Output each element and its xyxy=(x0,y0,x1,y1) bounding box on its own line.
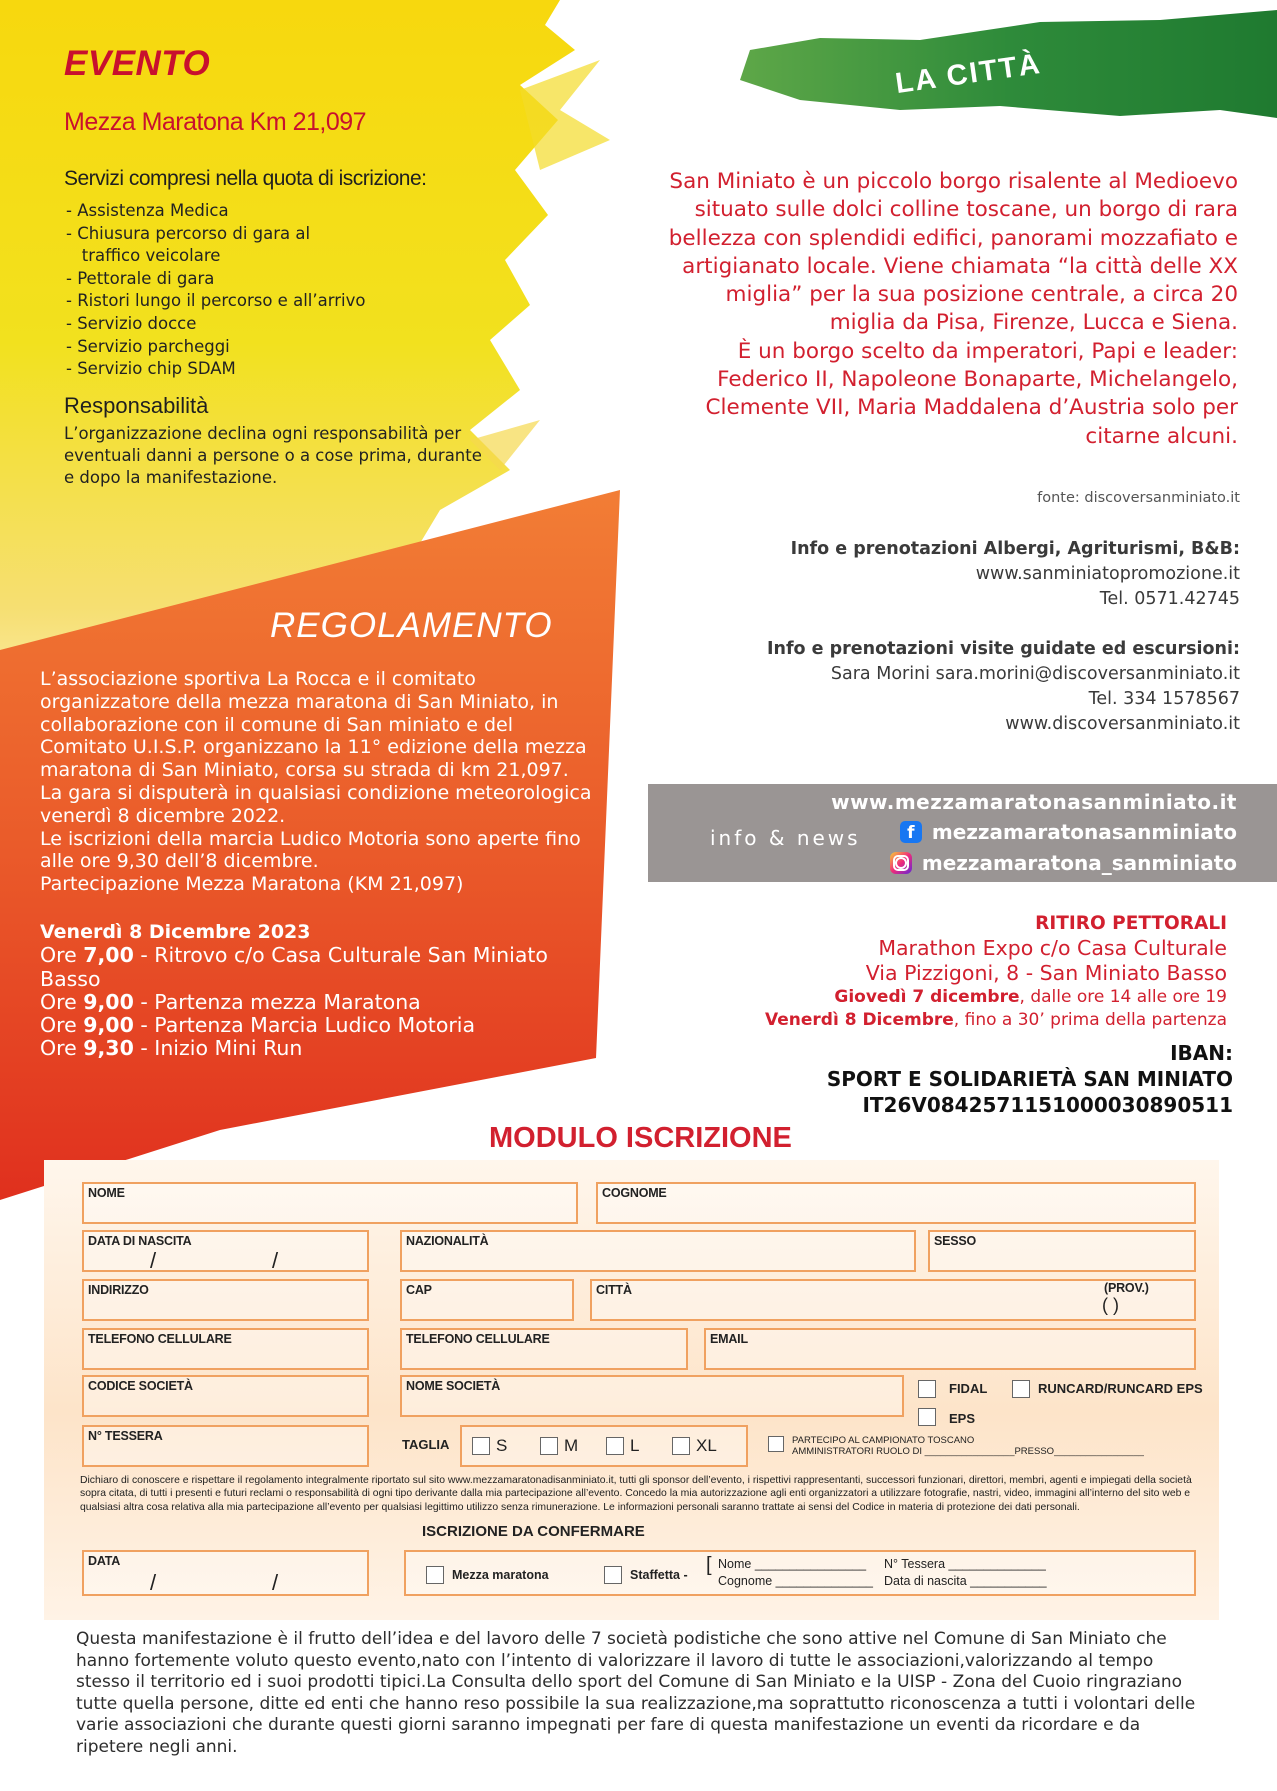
info-alberghi-site-link[interactable]: www.sanminiatopromozione.it xyxy=(975,564,1240,584)
field-label: NOME xyxy=(88,1186,125,1200)
prov-input[interactable]: ( ) xyxy=(1102,1295,1119,1315)
list-item: - Pettorale di gara xyxy=(66,268,215,288)
citta-description xyxy=(660,168,1238,451)
info-alberghi xyxy=(791,537,1240,612)
schedule xyxy=(40,921,600,1061)
schedule-item xyxy=(40,1014,600,1037)
schedule-item xyxy=(40,944,600,991)
schedule-desc: - Ritrovo c/o Casa Culturale San Miniato Basso xyxy=(40,943,548,991)
info-alberghi-phone: Tel. 0571.42745 xyxy=(1099,589,1240,609)
schedule-prefix: Ore xyxy=(40,989,84,1014)
regolamento-title: REGOLAMENTO xyxy=(270,606,553,645)
runcard-label: RUNCARD/RUNCARD EPS xyxy=(1038,1381,1203,1396)
info-visite xyxy=(767,637,1240,737)
date-separator: / xyxy=(272,1248,279,1273)
list-item: - Assistenza Medica xyxy=(66,201,229,220)
field-label: NAZIONALITÀ xyxy=(406,1234,489,1248)
size-s-checkbox[interactable] xyxy=(472,1437,490,1455)
field-label: CITTÀ xyxy=(596,1283,632,1297)
data-nascita-field[interactable] xyxy=(82,1230,369,1272)
runcard-checkbox[interactable] xyxy=(1012,1380,1030,1398)
servizi-title: Servizi compresi nella quota di iscrizione: xyxy=(64,167,427,190)
ritiro-line: Via Pizzigoni, 8 - San Miniato Basso xyxy=(865,961,1227,985)
taglia-label: TAGLIA xyxy=(402,1437,450,1452)
email-field[interactable] xyxy=(704,1328,1196,1370)
regolamento-paragraph: Le iscrizioni della marcia Ludico Motoria sono aperte fino alle ore 9,30 dell’8 dicembre. xyxy=(40,827,581,873)
iscrizione-confermare-box xyxy=(404,1550,1196,1596)
responsabilita-text: L’organizzazione declina ogni responsabilità per eventuali danni a persone o a cose prima, durante e dopo la manifestazione. xyxy=(64,424,482,487)
campionato-checkbox[interactable] xyxy=(768,1436,784,1452)
ritiro-line: Marathon Expo c/o Casa Culturale xyxy=(878,936,1227,960)
modulo-title: MODULO ISCRIZIONE xyxy=(489,1122,792,1154)
staffetta-checkbox[interactable] xyxy=(604,1566,622,1584)
field-label: TELEFONO CELLULARE xyxy=(88,1332,232,1346)
data-field[interactable] xyxy=(82,1550,369,1596)
field-label: INDIRIZZO xyxy=(88,1283,149,1297)
eps-checkbox[interactable] xyxy=(918,1408,936,1426)
schedule-time: 9,00 xyxy=(83,1013,134,1038)
evento-subtitle: Mezza Maratona Km 21,097 xyxy=(64,108,367,136)
info-visite-site-link[interactable]: www.discoversanminiato.it xyxy=(1005,714,1240,734)
mezza-maratona-checkbox[interactable] xyxy=(426,1566,444,1584)
fonte-credit: fonte: discoversanminiato.it xyxy=(1037,490,1240,506)
ritiro-day-label: Venerdì 8 Dicembre xyxy=(765,1010,954,1030)
nome-societa-field[interactable] xyxy=(400,1375,904,1417)
staffetta-nome[interactable]: Nome ________________ xyxy=(718,1557,867,1571)
field-label: DATA xyxy=(88,1554,121,1568)
schedule-desc: - Partenza Marcia Ludico Motoria xyxy=(133,1013,476,1038)
facebook-handle: mezzamaratonasanminiato xyxy=(931,820,1237,844)
prov-label: (PROV.) xyxy=(1104,1281,1149,1295)
citta-field[interactable] xyxy=(590,1279,1196,1321)
list-item: - Servizio docce xyxy=(66,313,197,333)
evento-title: EVENTO xyxy=(64,44,211,83)
news-facebook[interactable] xyxy=(900,820,1237,844)
instagram-handle: mezzamaratona_sanminiato xyxy=(921,851,1237,875)
field-label: NOME SOCIETÀ xyxy=(406,1379,501,1393)
schedule-prefix: Ore xyxy=(40,1013,84,1038)
list-item: - Chiusura percorso di gara al xyxy=(66,223,311,243)
schedule-time: 7,00 xyxy=(83,943,134,968)
fidal-checkbox[interactable] xyxy=(918,1380,936,1398)
date-separator: / xyxy=(150,1570,157,1595)
info-visite-contact[interactable]: Sara Morini sara.morini@discoversanminiato.it xyxy=(830,664,1240,684)
size-label: XL xyxy=(696,1436,717,1455)
schedule-time: 9,00 xyxy=(83,989,134,1014)
mezza-maratona-label: Mezza maratona xyxy=(452,1568,549,1582)
staffetta-nascita[interactable]: Data di nascita ___________ xyxy=(884,1574,1047,1588)
schedule-time: 9,30 xyxy=(83,1036,134,1061)
nazionalita-field[interactable] xyxy=(400,1230,916,1272)
tessera-field[interactable] xyxy=(82,1425,369,1467)
schedule-title: Venerdì 8 Dicembre 2023 xyxy=(40,921,311,943)
footer-text: Questa manifestazione è il frutto dell’idea e del lavoro delle 7 società podistiche che sono attive nel Comune di San Miniato che hanno fortemente voluto questo evento,nato con l’intento di valorizzare il lavoro di tutte le associazioni,valorizzando al tempo stesso il territorio ed i suoi prodotti tipici.La Consulta dello sport del Comune di San Miniato e la UISP - Zona del Cuoio ringraziano tutte quella persone, ditte ed enti che hanno reso possibile la sua realizzazione,ma soprattutto riconoscenza a tutti i volontari delle varie associazioni che durante questi giorni saranno impegnati per fare di questa manifestazione un eventi da ricordare e da ripetere negli anni. xyxy=(76,1629,1196,1757)
servizi-list xyxy=(66,200,486,381)
staffetta-cognome[interactable]: Cognome ______________ xyxy=(718,1574,873,1588)
facebook-icon: f xyxy=(900,821,922,843)
disclaimer-text: Dichiaro di conoscere e rispettare il regolamento integralmente riportato sul sito www.mezzamaratonadisanminiato.it, tutti gli sponsor dell’evento, i rispettivi rappresentanti, successori funzionari, direttori, membri, agenti e impiegati della società sopra citata, di tutti i presenti e futuri reclami o responsabilità di ogni tipo derivante dalla mia partecipazione all’evento. Concedo la mia autorizzazione agli enti organizzatori a utilizzare fotografie, nastri, video, immagini all’interno del sito web e qualsiasi altra cosa relativa alla mia partecipazione all’evento per qualsiasi legittimo utilizzo senza rimunerazione. Le informazioni personali saranno trattate ai sensi del Codice in materia di protezione dei dati personali. xyxy=(80,1475,1192,1513)
list-item: - Ristori lungo il percorso e all’arrivo xyxy=(66,291,366,311)
field-label: DATA DI NASCITA xyxy=(88,1234,192,1248)
regolamento-text xyxy=(40,668,595,896)
taglia-selector xyxy=(460,1425,748,1467)
field-label: CODICE SOCIETÀ xyxy=(88,1379,193,1393)
date-separator: / xyxy=(150,1248,157,1273)
schedule-item xyxy=(40,991,600,1014)
ritiro-day xyxy=(765,986,1227,1009)
sesso-field[interactable] xyxy=(928,1230,1196,1272)
info-visite-phone: Tel. 334 1578567 xyxy=(1088,689,1240,709)
field-label: EMAIL xyxy=(710,1332,748,1346)
size-l-checkbox[interactable] xyxy=(606,1437,624,1455)
ritiro-day-hours: , dalle ore 14 alle ore 19 xyxy=(1019,987,1227,1007)
instagram-icon xyxy=(890,852,912,874)
iban-code: IT26V0842571151000030890511 xyxy=(862,1093,1233,1117)
responsabilita-title: Responsabilità xyxy=(64,393,209,418)
info-alberghi-title: Info e prenotazioni Albergi, Agriturismi, B&B: xyxy=(790,539,1240,559)
ritiro-day-label: Giovedì 7 dicembre xyxy=(834,987,1020,1007)
citta-paragraph: È un borgo scelto da imperatori, Papi e leader: Federico II, Napoleone Bonaparte, Michelangelo, Clemente VII, Maria Maddalena d’Austria solo per citarne alcuni. xyxy=(705,338,1238,449)
schedule-item xyxy=(40,1037,600,1060)
field-label: CAP xyxy=(406,1283,432,1297)
telefono-cellulare-2-field[interactable] xyxy=(400,1328,688,1370)
date-separator: / xyxy=(272,1570,279,1595)
list-item: - Servizio chip SDAM xyxy=(66,359,236,379)
staffetta-bracket: [ xyxy=(706,1554,712,1576)
nome-field[interactable] xyxy=(82,1182,578,1224)
field-label: TELEFONO CELLULARE xyxy=(406,1332,550,1346)
field-label: SESSO xyxy=(934,1234,977,1248)
info-news-label: info & news xyxy=(710,826,861,850)
schedule-desc: - Inizio Mini Run xyxy=(133,1036,303,1061)
campionato-label: PARTECIPO AL CAMPIONATO TOSCANO xyxy=(792,1435,975,1446)
size-label: L xyxy=(630,1436,640,1455)
field-label: COGNOME xyxy=(602,1186,667,1200)
size-label: M xyxy=(564,1436,579,1455)
telefono-cellulare-field[interactable] xyxy=(82,1328,369,1370)
eps-label: EPS xyxy=(949,1411,976,1426)
info-visite-title: Info e prenotazioni visite guidate ed escursioni: xyxy=(766,639,1240,659)
schedule-desc: - Partenza mezza Maratona xyxy=(133,989,421,1014)
citta-paragraph: San Miniato è un piccolo borgo risalente al Medioevo situato sulle dolci colline toscane, un borgo di rara bellezza con splendidi edifici, panorami mozzafiato e artigianato locale. Viene chiamata “la città delle XX miglia” per la sua posizione centrale, a circa 20 miglia da Pisa, Firenze, Lucca e Siena. xyxy=(668,169,1238,336)
regolamento-paragraph: Partecipazione Mezza Maratona (KM 21,097) xyxy=(40,873,464,896)
cognome-field[interactable] xyxy=(596,1182,1196,1224)
news-instagram[interactable] xyxy=(890,851,1237,875)
staffetta-tessera[interactable]: N° Tessera ______________ xyxy=(884,1557,1046,1571)
schedule-prefix: Ore xyxy=(40,943,84,968)
size-label: S xyxy=(496,1436,508,1455)
fidal-label: FIDAL xyxy=(949,1381,988,1396)
ritiro-pettorali xyxy=(765,912,1227,1032)
iban-block xyxy=(827,1040,1233,1118)
staffetta-label: Staffetta - xyxy=(630,1568,688,1582)
iscrizione-da-confermare: ISCRIZIONE DA CONFERMARE xyxy=(422,1523,645,1540)
cap-field[interactable] xyxy=(400,1279,574,1321)
citta-title: LA CITTÀ xyxy=(893,47,1044,101)
schedule-prefix: Ore xyxy=(40,1036,84,1061)
indirizzo-field[interactable] xyxy=(82,1279,369,1321)
size-xl-checkbox[interactable] xyxy=(672,1437,690,1455)
codice-societa-field[interactable] xyxy=(82,1375,369,1417)
ritiro-day-hours: , fino a 30’ prima della partenza xyxy=(953,1010,1227,1030)
field-label: N° TESSERA xyxy=(88,1429,163,1443)
news-site-link[interactable]: www.mezzamaratonasanminiato.it xyxy=(831,790,1237,814)
iban-holder: SPORT E SOLIDARIETÀ SAN MINIATO xyxy=(826,1067,1233,1091)
list-item: traffico veicolare xyxy=(66,246,221,266)
size-m-checkbox[interactable] xyxy=(540,1437,558,1455)
campionato-label-line2: AMMINISTRATORI RUOLO DI _________________PRESSO_________________ xyxy=(792,1446,1144,1457)
regolamento-paragraph: L’associazione sportiva La Rocca e il comitato organizzatore della mezza maratona di San Miniato, in collaborazione con il comune di San miniato e del Comitato U.I.S.P. organizzano la 11° edizione della mezza maratona di San Miniato, corsa su strada di km 21,097. La gara si disputerà in qualsiasi condizione meteorologica venerdì 8 dicembre 2022. xyxy=(40,668,592,827)
list-item: - Servizio parcheggi xyxy=(66,336,230,356)
ritiro-title: RITIRO PETTORALI xyxy=(1035,913,1227,934)
ritiro-day xyxy=(765,1009,1227,1032)
iban-label: IBAN: xyxy=(1170,1041,1233,1065)
